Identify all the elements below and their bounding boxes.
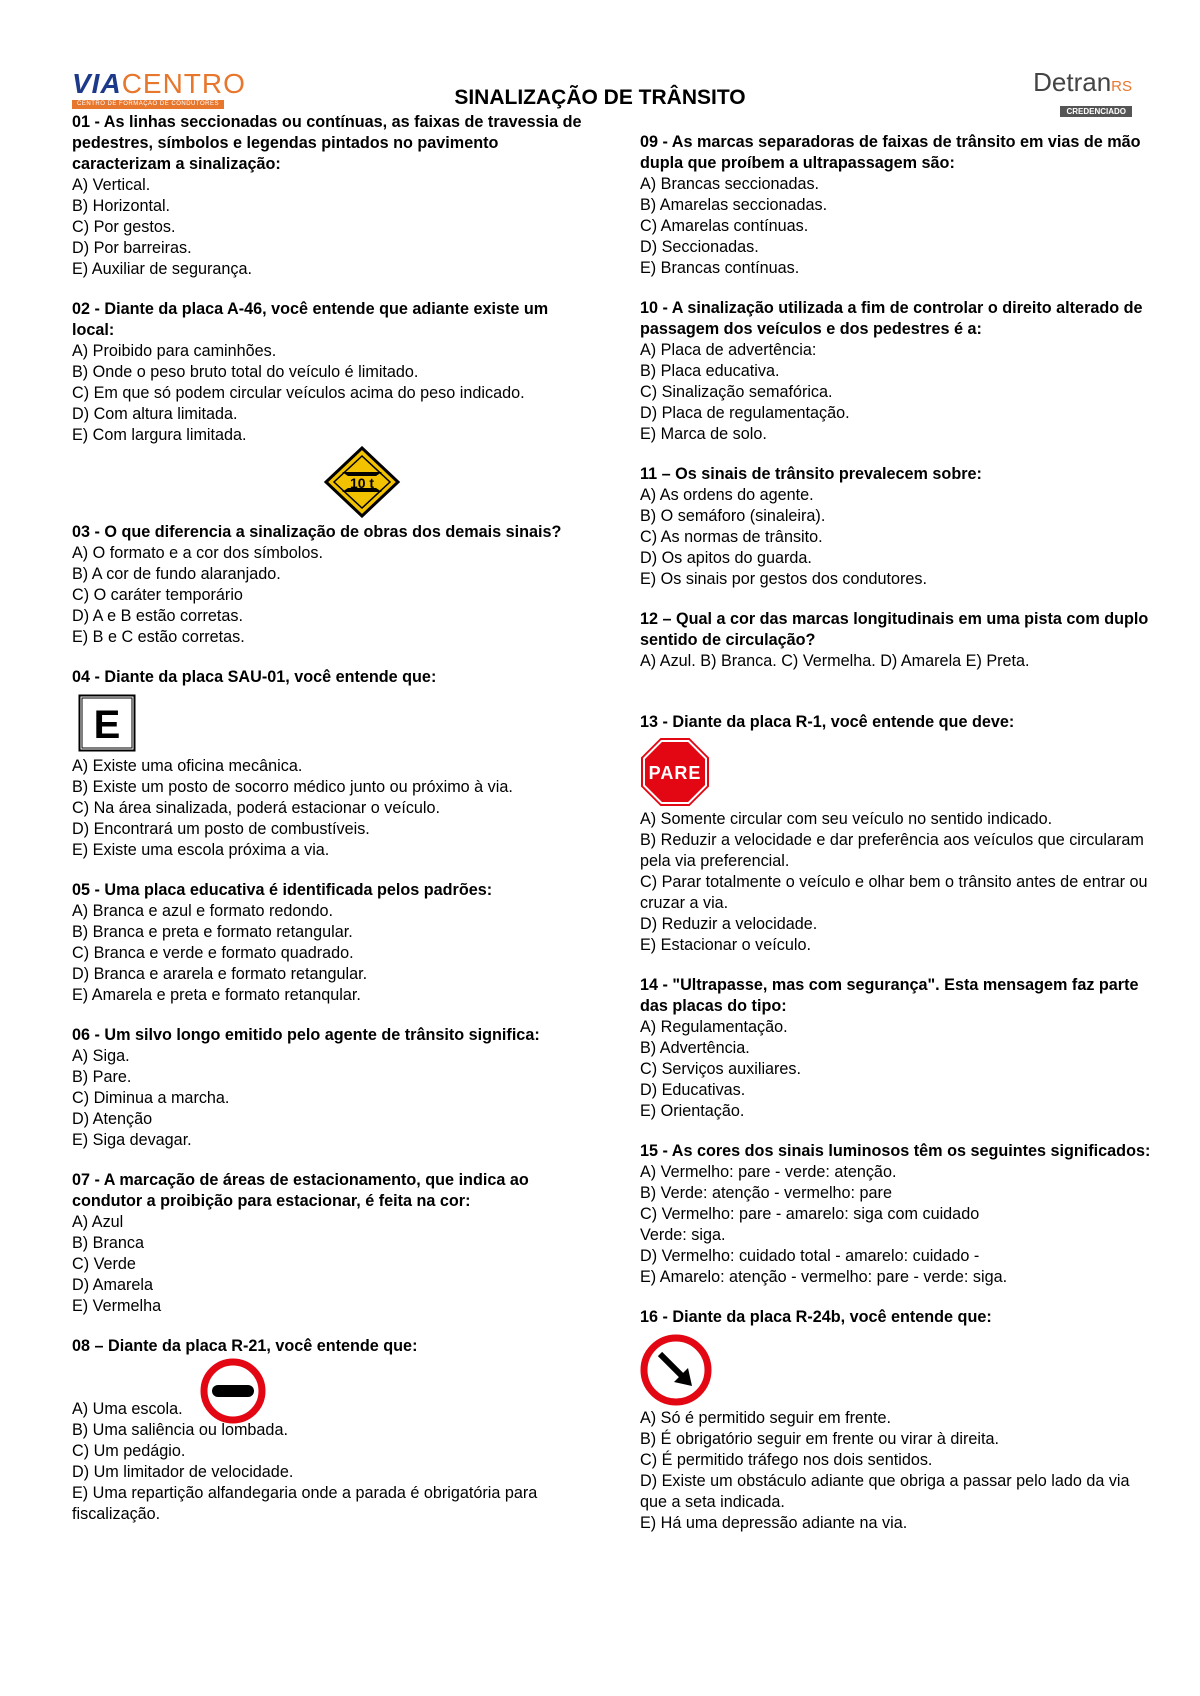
question-text: 02 - Diante da placa A-46, você entende que adiante existe um local:	[72, 300, 549, 339]
option: B) Horizontal.	[72, 197, 171, 215]
option: E) Há uma depressão adiante na via.	[640, 1514, 908, 1532]
option: B) É obrigatório seguir em frente ou virar à direita.	[640, 1430, 999, 1448]
option: C) Amarelas contínuas.	[640, 217, 809, 235]
option: B) Amarelas seccionadas.	[640, 196, 828, 214]
question-01	[72, 112, 592, 280]
question-text: 06 - Um silvo longo emitido pelo agente de trânsito significa:	[72, 1026, 540, 1044]
question-15	[640, 1141, 1160, 1288]
logo-centro-text: CENTRO	[121, 68, 246, 99]
question-12	[640, 609, 1160, 672]
option: E) Estacionar o veículo.	[640, 936, 811, 954]
option: B) Uma saliência ou lombada.	[72, 1421, 288, 1439]
option: E) Amarela e preta e formato retanqular.	[72, 986, 361, 1004]
question-16	[640, 1307, 1160, 1534]
option: E) Siga devagar.	[72, 1131, 192, 1149]
option: C) Parar totalmente o veículo e olhar bem o trânsito antes de entrar ou cruzar a via.	[640, 873, 1148, 912]
option: D) Atenção	[72, 1110, 153, 1128]
option: C) Na área sinalizada, poderá estacionar o veículo.	[72, 799, 441, 817]
option: Verde: siga.	[640, 1226, 726, 1244]
option: A) Azul	[72, 1213, 124, 1231]
question-text: 16 - Diante da placa R-24b, você entende que:	[640, 1308, 992, 1326]
option: E) Uma repartição alfandegaria onde a parada é obrigatória para fiscalização.	[72, 1484, 538, 1523]
question-text: 11 – Os sinais de trânsito prevalecem sobre:	[640, 465, 982, 483]
option: D) A e B estão corretas.	[72, 607, 243, 625]
sign-sau01-icon	[78, 694, 136, 752]
option: D) Educativas.	[640, 1081, 746, 1099]
question-04	[72, 667, 592, 861]
option: A) Azul. B) Branca. C) Vermelha. D) Amarela E) Preta.	[640, 652, 1030, 670]
sign-sau01-letter: E	[93, 703, 121, 747]
question-text: 04 - Diante da placa SAU-01, você entende que:	[72, 668, 437, 686]
option: C) Um pedágio.	[72, 1442, 186, 1460]
option: A) Somente circular com seu veículo no sentido indicado.	[640, 810, 1053, 828]
logo-detran-text: Detran	[1033, 67, 1112, 97]
option: E) B e C estão corretas.	[72, 628, 245, 646]
option: E) Vermelha	[72, 1297, 162, 1315]
option: E) Orientação.	[640, 1102, 745, 1120]
sign-r21-customs-icon	[200, 1358, 266, 1424]
option: B) Branca e preta e formato retangular.	[72, 923, 353, 941]
option: D) Os apitos do guarda.	[640, 549, 812, 567]
option: B) Onde o peso bruto total do veículo é limitado.	[72, 363, 419, 381]
question-text: 01 - As linhas seccionadas ou contínuas, as faixas de travessia de pedestres, símbolos e legendas pintados no pavimento caracterizam a sinalização:	[72, 113, 582, 173]
option: D) Reduzir a velocidade.	[640, 915, 818, 933]
option: C) É permitido tráfego nos dois sentidos.	[640, 1451, 933, 1469]
option: C) Branca e verde e formato quadrado.	[72, 944, 354, 962]
option: A) Existe uma oficina mecânica.	[72, 757, 303, 775]
option: A) Brancas seccionadas.	[640, 175, 820, 193]
option: A) Vermelho: pare - verde: atenção.	[640, 1163, 897, 1181]
option: C) Diminua a marcha.	[72, 1089, 230, 1107]
question-08	[72, 1336, 592, 1525]
question-11	[640, 464, 1160, 590]
sign-r1-label: PARE	[648, 763, 702, 783]
option: D) Branca e ararela e formato retangular.	[72, 965, 368, 983]
page-title: SINALIZAÇÃO DE TRÂNSITO	[454, 86, 746, 109]
option: B) Advertência.	[640, 1039, 750, 1057]
option: A) Vertical.	[72, 176, 151, 194]
option: E) Brancas contínuas.	[640, 259, 800, 277]
option: E) Auxiliar de segurança.	[72, 260, 252, 278]
option: A) Só é permitido seguir em frente.	[640, 1409, 892, 1427]
sign-a46-label: 10 t	[349, 475, 375, 491]
option: D) Com altura limitada.	[72, 405, 238, 423]
right-column	[640, 132, 1160, 1553]
option: E) Com largura limitada.	[72, 426, 247, 444]
option: C) Sinalização semafórica.	[640, 383, 833, 401]
option: B) O semáforo (sinaleira).	[640, 507, 826, 525]
option: B) Placa educativa.	[640, 362, 780, 380]
sign-r1-stop-icon	[640, 737, 710, 807]
question-text: 08 – Diante da placa R-21, você entende que:	[72, 1337, 418, 1355]
question-14	[640, 975, 1160, 1122]
option: B) Pare.	[72, 1068, 132, 1086]
sign-a46-weight-limit-icon	[322, 446, 402, 518]
logo-rs-text: RS	[1111, 78, 1132, 95]
question-03	[72, 522, 592, 648]
option: C) Por gestos.	[72, 218, 176, 236]
option: C) Vermelho: pare - amarelo: siga com cuidado	[640, 1205, 980, 1223]
logo-right-tagline: CREDENCIADO	[1060, 106, 1132, 117]
question-text: 07 - A marcação de áreas de estacionamento, que indica ao condutor a proibição para estacionar, é feita na cor:	[72, 1171, 529, 1210]
option: A) Branca e azul e formato redondo.	[72, 902, 333, 920]
logo-left-tagline: CENTRO DE FORMAÇÃO DE CONDUTORES	[72, 100, 224, 109]
question-09	[640, 132, 1160, 279]
question-07	[72, 1170, 592, 1317]
question-text: 14 - "Ultrapasse, mas com segurança". Esta mensagem faz parte das placas do tipo:	[640, 976, 1139, 1015]
option: D) Placa de regulamentação.	[640, 404, 850, 422]
option: D) Por barreiras.	[72, 239, 192, 257]
option: D) Encontrará um posto de combustíveis.	[72, 820, 370, 838]
option: C) As normas de trânsito.	[640, 528, 823, 546]
option: B) Existe um posto de socorro médico junto ou próximo à via.	[72, 778, 513, 796]
logo-via-text: VIA	[72, 68, 122, 99]
question-text: 12 – Qual a cor das marcas longitudinais em uma pista com duplo sentido de circulação?	[640, 610, 1149, 649]
option: C) Verde	[72, 1255, 136, 1273]
option: D) Existe um obstáculo adiante que obriga a passar pelo lado da via que a seta indicada.	[640, 1472, 1130, 1511]
option: A) O formato e a cor dos símbolos.	[72, 544, 324, 562]
sign-r24b-keep-right-icon	[640, 1334, 712, 1406]
option: B) A cor de fundo alaranjado.	[72, 565, 281, 583]
question-text: 05 - Uma placa educativa é identificada pelos padrões:	[72, 881, 493, 899]
option: C) Serviços auxiliares.	[640, 1060, 802, 1078]
option: B) Verde: atenção - vermelho: pare	[640, 1184, 892, 1202]
option: B) Reduzir a velocidade e dar preferência aos veículos que circularam pela via preferencial.	[640, 831, 1144, 870]
option: A) Placa de advertência:	[640, 341, 817, 359]
option: C) Em que só podem circular veículos acima do peso indicado.	[72, 384, 525, 402]
question-text: 13 - Diante da placa R-1, você entende que deve:	[640, 713, 1015, 731]
question-10	[640, 298, 1160, 445]
option: E) Amarelo: atenção - vermelho: pare - verde: siga.	[640, 1268, 1008, 1286]
question-05	[72, 880, 592, 1006]
option: E) Marca de solo.	[640, 425, 767, 443]
question-text: 03 - O que diferencia a sinalização de obras dos demais sinais?	[72, 523, 562, 541]
question-06	[72, 1025, 592, 1151]
question-text: 15 - As cores dos sinais luminosos têm os seguintes significados:	[640, 1142, 1151, 1160]
option: D) Amarela	[72, 1276, 153, 1294]
option: C) O caráter temporário	[72, 586, 243, 604]
question-text: 09 - As marcas separadoras de faixas de trânsito em vias de mão dupla que proíbem a ultrapassagem são:	[640, 133, 1141, 172]
option: D) Seccionadas.	[640, 238, 759, 256]
option: A) Siga.	[72, 1047, 130, 1065]
option: A) Regulamentação.	[640, 1018, 788, 1036]
question-02	[72, 299, 592, 518]
option: E) Os sinais por gestos dos condutores.	[640, 570, 928, 588]
option: A) Uma escola.	[72, 1400, 183, 1418]
left-column	[72, 112, 592, 1544]
option: D) Vermelho: cuidado total - amarelo: cuidado -	[640, 1247, 980, 1265]
question-13	[640, 712, 1160, 956]
question-text: 10 - A sinalização utilizada a fim de controlar o direito alterado de passagem dos veículos e dos pedestres é a:	[640, 299, 1143, 338]
option: A) Proibido para caminhões.	[72, 342, 277, 360]
option: E) Existe uma escola próxima a via.	[72, 841, 330, 859]
option: B) Branca	[72, 1234, 144, 1252]
option: A) As ordens do agente.	[640, 486, 814, 504]
option: D) Um limitador de velocidade.	[72, 1463, 294, 1481]
